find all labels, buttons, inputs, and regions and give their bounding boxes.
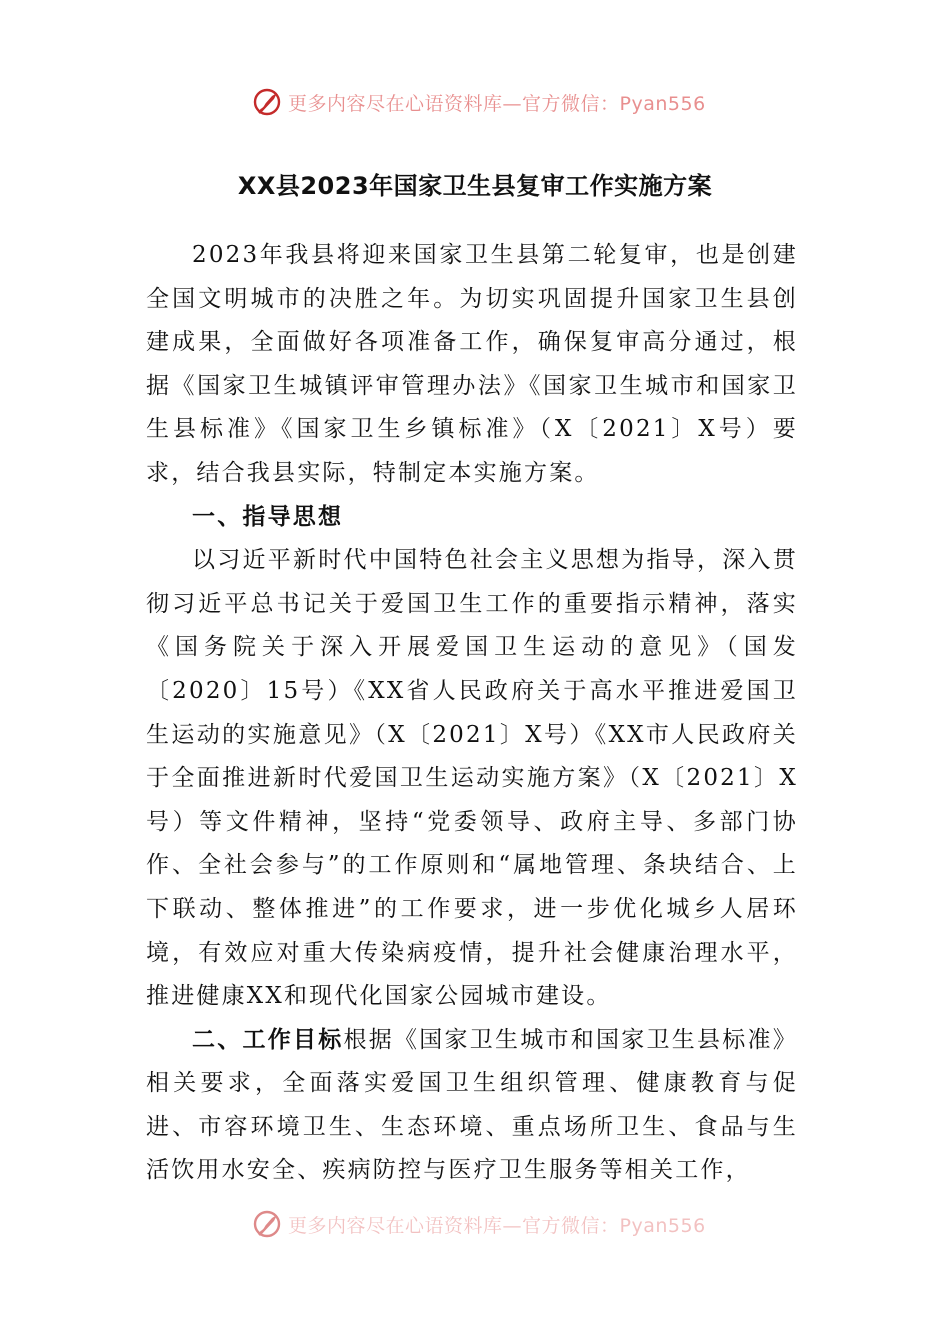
footer-watermark-slogan: 更多内容尽在心语资料库—官方微信： bbox=[288, 1214, 620, 1237]
work-goals-paragraph bbox=[146, 1019, 798, 1193]
header-watermark-banner bbox=[252, 84, 752, 120]
footer-watermark-wechat-id: Pyan556 bbox=[619, 1214, 706, 1237]
document-title: XX县2023年国家卫生县复审工作实施方案 bbox=[237, 172, 713, 200]
pen-nib-logo-icon bbox=[252, 1208, 284, 1240]
work-goals-text: 根据《国家卫生城市和国家卫生县标准》相关要求，全面落实爱国卫生组织管理、健康教育与促进、市容环境卫生、生态环境、重点场所卫生、食品与生活饮用水安全、疾病防控与医疗卫生服务等相关工作， bbox=[146, 1026, 798, 1184]
watermark-slogan: 更多内容尽在心语资料库—官方微信： bbox=[288, 92, 620, 115]
document-body bbox=[146, 234, 798, 1193]
watermark-wechat-id: Pyan556 bbox=[619, 92, 706, 115]
section-heading-work-goals: 二、工作目标 bbox=[192, 1026, 344, 1053]
intro-paragraph: 2023年我县将迎来国家卫生县第二轮复审，也是创建全国文明城市的决胜之年。为切实巩固提升国家卫生县创建成果，全面做好各项准备工作，确保复审高分通过，根据《国家卫生城镇评审管理办法》《国家卫生城市和国家卫生县标准》《国家卫生乡镇标准》（X〔2021〕X号）要求，结合我县实际，特制定本实施方案。 bbox=[146, 242, 798, 486]
guiding-ideology-paragraph: 以习近平新时代中国特色社会主义思想为指导，深入贯彻习近平总书记关于爱国卫生工作的重要指示精神，落实《国务院关于深入开展爱国卫生运动的意见》（国发〔2020〕15号）《XX省人民政府关于高水平推进爱国卫生运动的实施意见》（X〔2021〕X号）《XX市人民政府关于全面推进新时代爱国卫生运动实施方案》（X〔2021〕X号）等文件精神，坚持“党委领导、政府主导、多部门协作、全社会参与”的工作原则和“属地管理、条块结合、上下联动、整体推进”的工作要求，进一步优化城乡人居环境，有效应对重大传染病疫情，提升社会健康治理水平，推进健康XX和现代化国家公园城市建设。 bbox=[146, 547, 798, 1010]
section-heading-guiding-ideology: 一、指导思想 bbox=[192, 503, 344, 530]
footer-watermark-banner bbox=[252, 1206, 752, 1242]
watermark-text bbox=[288, 89, 706, 116]
pen-nib-logo-icon bbox=[252, 86, 284, 118]
footer-watermark-text bbox=[288, 1211, 706, 1238]
